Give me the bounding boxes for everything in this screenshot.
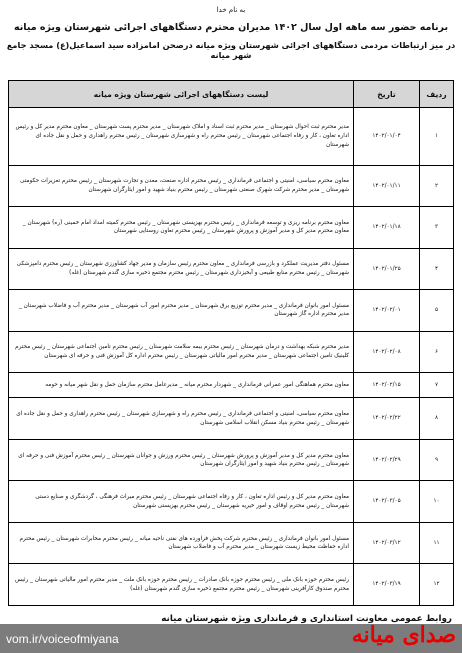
row-agencies: مسئول امور بانوان فرمانداری _ رئیس محترم شرکت پخش فراورده های نفتی ناحیه میانه _ رئیس محترم مخابرات شهرستان _ رئیس محترم اداره حفاظت محیط زیست شهرستان _ مدیر محترم آب و فاضلاب شهرستان — [9, 522, 354, 564]
table-row — [9, 165, 454, 207]
row-date: ۱۴۰۲/۰۲/۲۹ — [354, 439, 420, 481]
table-row — [9, 481, 454, 523]
column-header-agencies: لیست دستگاههای اجرائی شهرستان ویژه میانه — [9, 81, 354, 108]
row-agencies: معاون محترم سیاسی، امنیتی و اجتماعی فرمانداری _ رئیس محترم راه و شهرسازی شهرستان _ رئیس محترم راهداری و حمل و نقل جاده ای شهرستان _ رئیس محترم بنیاد مسکن انقلاب اسلامی شهرستان — [9, 398, 354, 440]
row-agencies: مسئول امور بانوان فرمانداری _ مدیر محترم توزیع برق شهرستان _ مدیر محترم امور آب شهرستان _ مدیر محترم آب و فاضلاب شهرستان _ مدیر محترم اداره گاز شهرستان — [9, 290, 354, 332]
table-row — [9, 290, 454, 332]
row-date: ۱۴۰۲/۰۳/۱۹ — [354, 564, 420, 606]
row-agencies: مسئول دفتر مدیریت عملکرد و بازرسی فرمانداری _ معاون محترم رئیس سازمان و مدیر جهاد کشاورزی شهرستان _ رئیس محترم دامپزشکی شهرستان _ رئیس محترم منابع طبیعی و آبخیزداری شهرستان _ رئیس محترم مجتمع ذخیره سازی گندم شهرستان (غله) — [9, 248, 354, 290]
row-date: ۱۴۰۲/۰۱/۰۴ — [354, 108, 420, 166]
row-number: ۱ — [420, 108, 454, 166]
table-row — [9, 398, 454, 440]
table-row — [9, 439, 454, 481]
row-number: ۱۱ — [420, 522, 454, 564]
row-number: ۷ — [420, 373, 454, 398]
voice-of-miyana-logo: صدای میانه — [351, 622, 456, 648]
row-date: ۱۴۰۲/۰۲/۰۸ — [354, 331, 420, 373]
row-number: ۸ — [420, 398, 454, 440]
row-date: ۱۴۰۲/۰۲/۰۱ — [354, 290, 420, 332]
watermark-site-link[interactable]: vom.ir/voiceofmiyana — [6, 632, 119, 646]
table-row — [9, 522, 454, 564]
row-date: ۱۴۰۲/۰۱/۲۵ — [354, 248, 420, 290]
row-number: ۱۲ — [420, 564, 454, 606]
column-header-date: تاریخ — [354, 81, 420, 108]
schedule-table — [8, 80, 454, 606]
row-agencies: معاون محترم مدیر کل و مدیر آموزش و پرورش شهرستان _ رئیس محترم ورزش و جوانان شهرستان _ رئیس محترم آموزش فنی و حرفه ای شهرستان _ رئیس محترم بنیاد شهید و امور ایثارگران شهرستان — [9, 439, 354, 481]
table-row — [9, 207, 454, 249]
table-row — [9, 564, 454, 606]
row-agencies: رئیس محترم حوزه بانک ملی _ رئیس محترم حوزه بانک صادرات _ رئیس محترم حوزه بانک ملت _ مدیر محترم امور مالیاتی شهرستان _ رئیس محترم صندوق کارآفرینی شهرستان _ رئیس محترم مجتمع ذخیره سازی گندم شهرستان (غله) — [9, 564, 354, 606]
row-agencies: معاون محترم برنامه ریزی و توسعه فرمانداری _ رئیس محترم بهزیستی شهرستان _ رئیس محترم کمیته امداد امام خمینی (ره) شهرستان _ معاون محترم مدیر کل و مدیر آموزش و پرورش شهرستان _ رئیس محترم تعاون روستایی شهرستان — [9, 207, 354, 249]
table-row — [9, 108, 454, 166]
row-number: ۴ — [420, 248, 454, 290]
row-agencies: معاون محترم هماهنگی امور عمرانی فرمانداری _ شهردار محترم میانه _ مدیرعامل محترم سازمان حمل و نقل شهر میانه و حومه — [9, 373, 354, 398]
row-date: ۱۴۰۲/۰۳/۰۵ — [354, 481, 420, 523]
table-row — [9, 248, 454, 290]
row-agencies: معاون محترم سیاسی، امنیتی و اجتماعی فرمانداری _ رئیس محترم اداره صنعت، معدن و تجارت شهرستان _ رئیس محترم تعزیرات حکومتی شهرستان _ مدیر محترم شرکت شهرک صنعتی شهرستان _ رئیس محترم بنیاد شهید و امور ایثارگران شهرستان — [9, 165, 354, 207]
document-subtitle: در میز ارتباطات مردمی دستگاههای اجرائی شهرستان ویژه میانه درصحن امامزاده سید اسماعیل(ع) مسجد جامع شهر میانه — [6, 40, 456, 60]
row-number: ۱۰ — [420, 481, 454, 523]
document-title: برنامه حضور سه ماهه اول سال ۱۴۰۲ مدیران محترم دستگاههای اجرائی شهرستان ویژه میانه — [13, 22, 449, 33]
column-header-row-number: ردیف — [420, 81, 454, 108]
row-agencies: مدیر محترم شبکه بهداشت و درمان شهرستان _ رئیس محترم بیمه سلامت شهرستان _ رئیس محترم تامین اجتماعی شهرستان _ رئیس محترم کلینیک تامین اجتماعی شهرستان _ مدیر محترم امور مالیاتی شهرستان _ رئیس محترم اداره کل آموزش فنی و حرفه ای شهرستان — [9, 331, 354, 373]
row-agencies: مدیر محترم ثبت احوال شهرستان _ مدیر محترم ثبت اسناد و املاک شهرستان _ مدیر محترم پست شهرستان _ معاون محترم مدیر کل و رئیس اداره تعاون ، کار و رفاه اجتماعی شهرستان _ رئیس محترم راه و شهرسازی شهرستان _ رئیس محترم راهداری و حمل و نقل جاده ای شهرستان — [9, 108, 354, 166]
row-number: ۹ — [420, 439, 454, 481]
invocation-text: به نام خدا — [216, 6, 246, 14]
row-date: ۱۴۰۲/۰۳/۱۲ — [354, 522, 420, 564]
table-row — [9, 373, 454, 398]
table-header-row — [9, 81, 454, 108]
row-number: ۳ — [420, 207, 454, 249]
row-date: ۱۴۰۲/۰۲/۲۲ — [354, 398, 420, 440]
row-agencies: معاون محترم مدیر کل و رئیس اداره تعاون ، کار و رفاه اجتماعی شهرستان _ رئیس محترم میراث فرهنگی ، گردشگری و صنایع دستی شهرستان _ رئیس محترم اوقاف و امور خیریه شهرستان _ رئیس محترم بهزیستی شهرستان — [9, 481, 354, 523]
row-number: ۵ — [420, 290, 454, 332]
footer-note: روابط عمومی معاونت استانداری و فرمانداری ویژه شهرستان میانه — [161, 614, 452, 624]
row-date: ۱۴۰۲/۰۱/۱۱ — [354, 165, 420, 207]
table-row — [9, 331, 454, 373]
row-date: ۱۴۰۲/۰۱/۱۸ — [354, 207, 420, 249]
row-date: ۱۴۰۲/۰۲/۱۵ — [354, 373, 420, 398]
row-number: ۲ — [420, 165, 454, 207]
row-number: ۶ — [420, 331, 454, 373]
